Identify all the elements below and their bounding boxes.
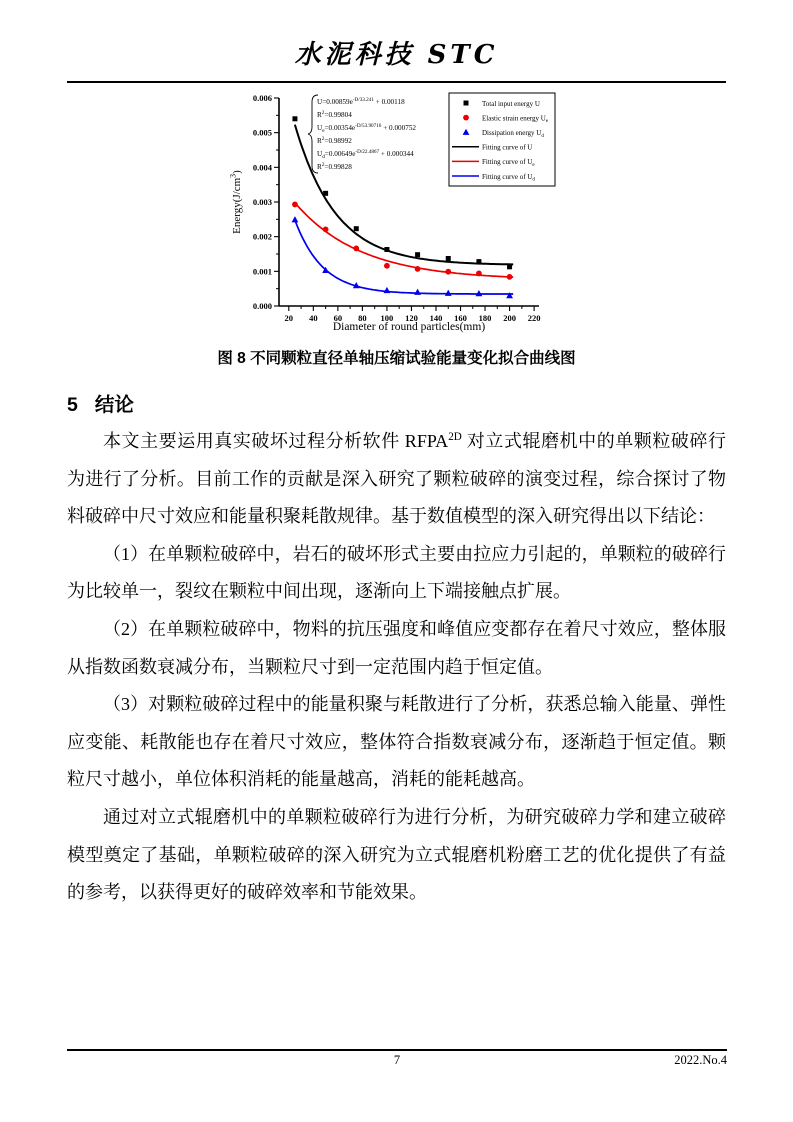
footer-rule bbox=[67, 1049, 727, 1051]
y-tick-label: 0.000 bbox=[252, 301, 272, 311]
circle-marker bbox=[292, 202, 298, 208]
square-marker bbox=[463, 101, 468, 106]
x-tick-label: 140 bbox=[429, 313, 442, 323]
y-tick-label: 0.003 bbox=[252, 197, 272, 207]
fit-equation: $R^2=0.99828$ bbox=[316, 162, 352, 171]
x-tick-label: 20 bbox=[284, 313, 293, 323]
figure-8 bbox=[0, 91, 793, 368]
y-tick-label: 0.004 bbox=[252, 162, 272, 173]
legend-label: Fitting curve of $U_d$ bbox=[481, 172, 535, 183]
y-tick-label: 0.001 bbox=[252, 266, 272, 277]
triangle-marker bbox=[414, 289, 421, 295]
square-marker bbox=[415, 252, 420, 257]
square-marker bbox=[323, 191, 328, 196]
circle-marker bbox=[322, 226, 328, 232]
fit-equation: $U_d=0.00649e^{-D/22.4867} + 0.000344$ bbox=[316, 149, 414, 160]
text-run: （2）在单颗粒破碎中，物料的抗压强度和峰值应变都存在着尺寸效应，整体服从指数函数衰减分布，当颗粒尺寸到一定范围内趋于恒定值。 bbox=[67, 618, 726, 677]
legend-label: Dissipation energy $U_d$ bbox=[481, 129, 544, 139]
triangle-marker bbox=[506, 292, 513, 298]
text-run: 对立式辊磨机中的单颗粒破碎行为进行了分析。目前工作的贡献是深入研究了颗粒破碎的演变过程，综合探讨了物料破碎中尺寸效应和能量积聚耗散规律。基于数值模型的深入研究得出以下结论： bbox=[67, 431, 726, 527]
text-run: 通过对立式辊磨机中的单颗粒破碎行为进行分析，为研究破碎力学和建立破碎模型奠定了基础，单颗粒破碎的深入研究为立式辊磨机粉磨工艺的优化提供了有益的参考，以获得更好的破碎效率和节能效果。 bbox=[67, 806, 726, 903]
y-tick-label: 0.006 bbox=[252, 93, 272, 103]
legend-label: Total input energy U bbox=[481, 99, 540, 108]
square-marker bbox=[507, 264, 512, 269]
circle-marker bbox=[463, 115, 469, 121]
body-paragraph bbox=[67, 799, 726, 912]
text-run: （1）在单颗粒破碎中，岩石的破坏形式主要由拉应力引起的，单颗粒的破碎行为比较单一，裂纹在颗粒中间出现，逐渐向上下端接触点扩展。 bbox=[67, 543, 726, 602]
text-sup: 2D bbox=[448, 431, 462, 443]
page-number: 7 bbox=[393, 1053, 401, 1067]
equations-brace bbox=[308, 95, 318, 173]
x-tick-label: 80 bbox=[357, 313, 367, 323]
body-paragraph bbox=[67, 536, 726, 611]
circle-marker bbox=[476, 271, 482, 277]
circle-marker bbox=[506, 274, 512, 280]
fit-equation: $U_e=0.00354e^{-D/53.90716} + 0.000752$ bbox=[316, 123, 416, 134]
legend-label: Fitting curve of U bbox=[481, 143, 532, 152]
section-heading-conclusion bbox=[67, 389, 726, 417]
x-axis-label: Diameter of round particles(mm) bbox=[332, 321, 485, 333]
square-marker bbox=[384, 247, 389, 252]
square-marker bbox=[445, 256, 450, 261]
x-tick-label: 100 bbox=[380, 313, 393, 323]
energy-fitting-chart bbox=[227, 91, 567, 343]
y-tick-label: 0.005 bbox=[252, 127, 272, 138]
text-run: 本文主要运用真实破坏过程分析软件 RFPA bbox=[103, 431, 449, 451]
triangle-marker bbox=[475, 290, 482, 296]
circle-marker bbox=[384, 263, 390, 269]
fit-equation: $R^2=0.99804$ bbox=[316, 110, 352, 119]
y-axis-label: $Energy(J/cm^3)$ bbox=[228, 170, 243, 234]
fit-curve bbox=[294, 203, 512, 277]
issue-label: 2022.No.4 bbox=[674, 1053, 727, 1067]
page-header bbox=[0, 0, 793, 71]
square-marker bbox=[476, 259, 481, 264]
text-run: （3）对颗粒破碎过程中的能量积聚与耗散进行了分析，获悉总输入能量、弹性应变能、耗散能也存在着尺寸效应，整体符合指数衰减分布，逐渐趋于恒定值。颗粒尺寸越小，单位体积消耗的能量越高，消耗的能耗越高。 bbox=[67, 694, 726, 790]
circle-marker bbox=[414, 266, 420, 272]
figure-caption: 图 8 不同颗粒直径单轴压缩试验能量变化拟合曲线图 bbox=[217, 350, 576, 367]
circle-marker bbox=[445, 269, 451, 275]
x-tick-label: 220 bbox=[527, 313, 540, 323]
body-paragraph bbox=[67, 423, 726, 536]
x-tick-label: 60 bbox=[333, 313, 342, 323]
body-paragraph bbox=[67, 686, 726, 799]
fit-equation: $R^2=0.98992$ bbox=[316, 136, 352, 145]
triangle-marker bbox=[383, 287, 390, 293]
circle-marker bbox=[353, 246, 359, 252]
footer-row bbox=[67, 1053, 727, 1073]
conclusion-paragraphs bbox=[67, 423, 726, 912]
section-title: 结论 bbox=[94, 394, 134, 416]
square-marker bbox=[353, 226, 358, 231]
y-tick-label: 0.002 bbox=[252, 231, 272, 242]
x-tick-label: 200 bbox=[502, 313, 516, 323]
triangle-marker bbox=[444, 290, 451, 296]
body-paragraph bbox=[67, 611, 726, 686]
x-tick-label: 180 bbox=[478, 313, 491, 323]
fit-equation: $U=0.00859e^{-D/33.241} + 0.00118$ bbox=[316, 97, 405, 106]
legend-label: Elastic strain energy $U_e$ bbox=[481, 114, 548, 125]
header-rule bbox=[67, 81, 726, 83]
page-footer bbox=[67, 1049, 727, 1073]
x-tick-label: 40 bbox=[308, 313, 318, 323]
x-tick-label: 120 bbox=[404, 313, 418, 323]
x-tick-label: 160 bbox=[453, 313, 467, 323]
section-number: 5 bbox=[67, 394, 78, 416]
square-marker bbox=[292, 116, 297, 121]
triangle-marker bbox=[291, 216, 298, 222]
legend-label: Fitting curve of $U_e$ bbox=[481, 158, 535, 169]
journal-title: 水泥科技 STC bbox=[294, 40, 499, 70]
